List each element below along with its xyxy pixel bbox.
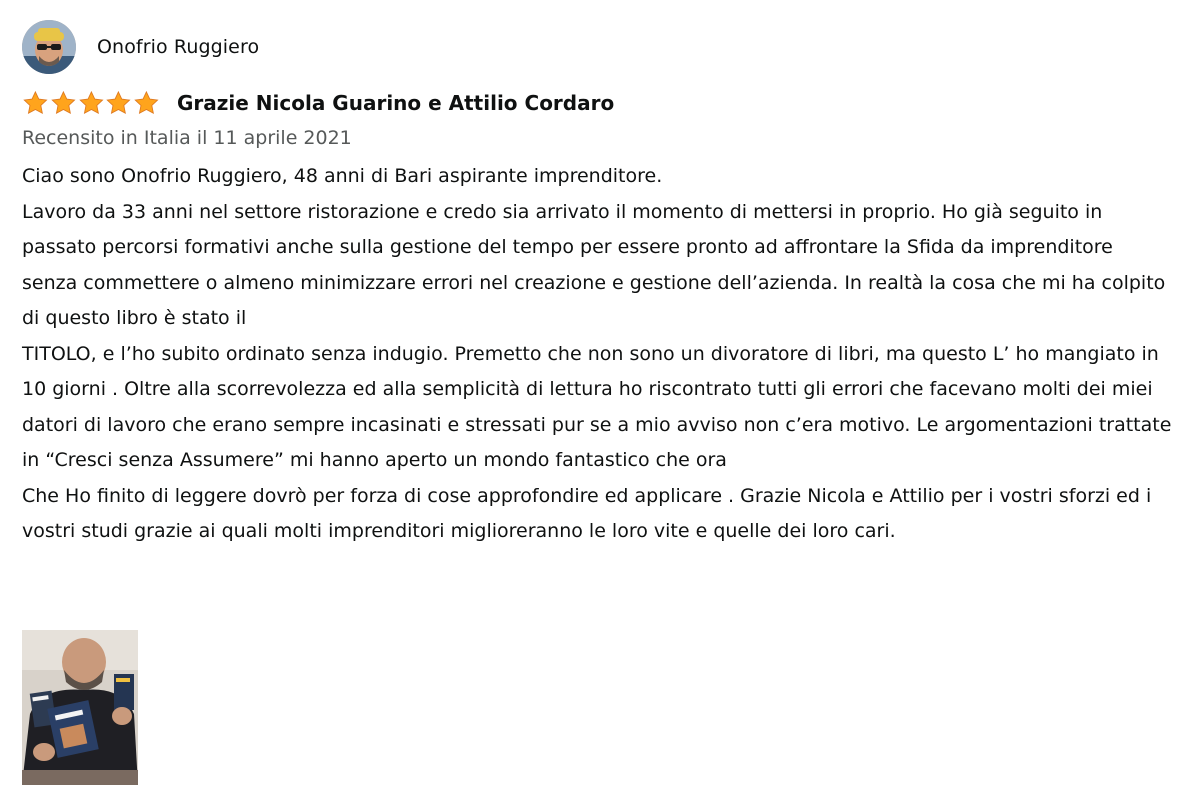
star-icon [22,90,49,116]
star-icon [133,90,160,116]
review-date: Recensito in Italia il 11 aprile 2021 [22,127,352,149]
review-body [22,159,1174,550]
star-icon [50,90,77,116]
review-title[interactable]: Grazie Nicola Guarino e Attilio Cordaro [177,91,615,115]
review-paragraph: Che Ho finito di leggere dovrò per forza di cose approfondire ed applicare . Grazie Nicola e Attilio per i vostri sforzi ed i vostri studi grazie ai quali molti imprenditori miglioreranno le loro vite e quelle dei loro cari. [22,484,1152,542]
review-paragraph: Lavoro da 33 anni nel settore ristorazione e credo sia arrivato il momento di mettersi in proprio. Ho già seguito in passato percorsi formativi anche sulla gestione del tempo per essere pronto ad affrontare la Sfida da imprenditore senza commettere o almeno minimizzare errori nel creazione e gestione dell’azienda. In realtà la cosa che mi ha colpito di questo libro è stato il [22,200,1166,329]
review-paragraph: Ciao sono Onofrio Ruggiero, 48 anni di Bari aspirante imprenditore. [22,165,663,187]
user-avatar-icon[interactable] [22,20,76,74]
reviewer-profile[interactable] [22,18,1172,76]
review-photo-thumbnail[interactable] [22,630,138,785]
star-rating[interactable] [22,90,161,116]
review-card [22,18,1172,550]
reviewer-name[interactable]: Onofrio Ruggiero [97,36,260,58]
star-icon [105,90,132,116]
star-icon [78,90,105,116]
rating-row [22,88,1172,118]
review-paragraph: TITOLO, e l’ho subito ordinato senza indugio. Premetto che non sono un divoratore di libri, ma questo L’ ho mangiato in 10 giorni . Oltre alla scorrevolezza ed alla semplicità di lettura ho riscontrato tutti gli errori che facevano molti dei miei datori di lavoro che erano sempre incasinati e stressati pur se a mio avviso non c’era motivo. Le argomentazioni trattate in “Cresci senza Assumere” mi hanno aperto un mondo fantastico che ora [22,342,1172,471]
